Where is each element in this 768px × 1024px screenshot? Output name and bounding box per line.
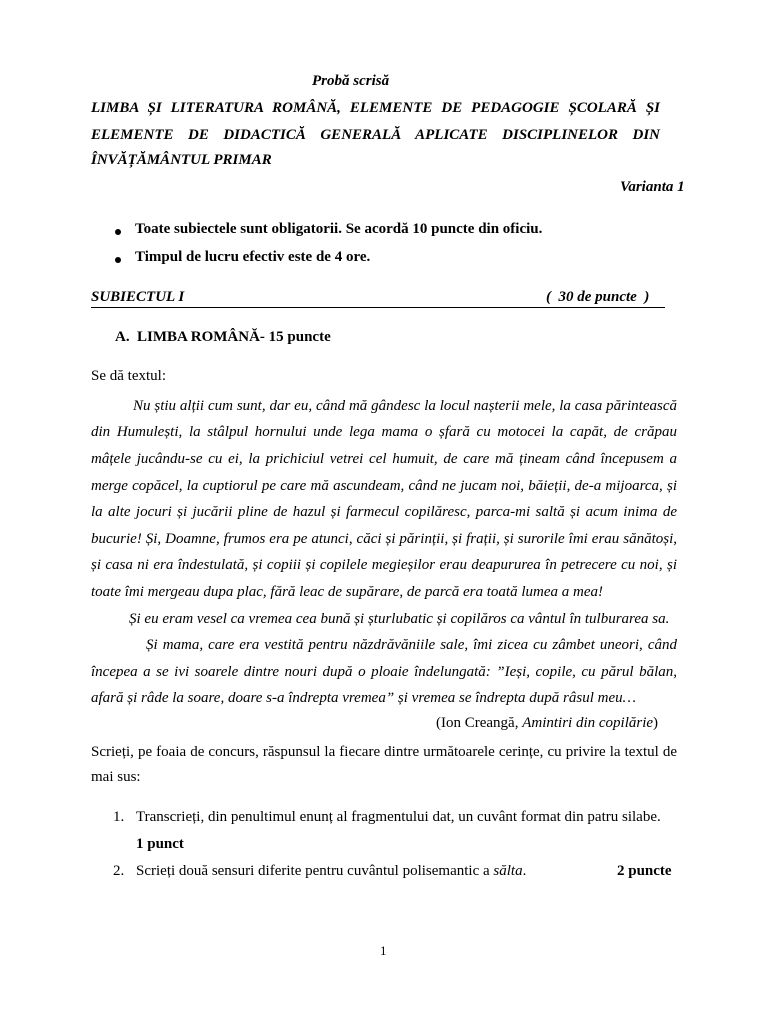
text-line: afară și râde la soare, doare s-a îndrepta vremea” și vremea se îndrepta după râsul meu… [91, 690, 636, 706]
question-number: 2. [113, 863, 125, 879]
question-text [136, 863, 526, 880]
requirement-intro-line-2: mai sus: [91, 769, 141, 785]
question-text-part: Scrieți două sensuri diferite pentru cuvântul polisemantic a [136, 863, 494, 879]
text-line: bucurie! Și, Doamne, frumos era pe atunci, căci și părinții, și frații, și surorile îmi erau sănătoși, [91, 531, 677, 547]
question-text-part: . [522, 863, 527, 879]
subject-heading [91, 289, 665, 308]
question-1 [0, 809, 768, 829]
section-label: LIMBA ROMÂNĂ- 15 puncte [137, 329, 331, 345]
requirement-intro-line-1: Scrieți, pe foaia de concurs, răspunsul la fiecare dintre următoarele cerințe, cu privire la textul de [91, 744, 677, 760]
subject-label: SUBIECTUL I [91, 289, 185, 305]
text-line: din Humulești, la stâlpul hornului unde lega mama o șfară cu motocei la capăt, de crăpau [91, 424, 677, 440]
exam-type-heading: Probă scrisă [312, 73, 390, 89]
subject-points: ( 30 de puncte ) [546, 289, 650, 305]
text-line: toate îmi mergeau dupa plac, fără leac de supărare, de parcă era toată lumea a mea! [91, 584, 603, 600]
citation-work: Amintiri din copilărie [522, 715, 654, 731]
exam-title-line-3: ÎNVĂȚĂMÂNTUL PRIMAR [91, 152, 272, 168]
text-line: mâțele jucându-se cu ei, la prichiciul vetrei cel humuit, de care mă țineam când începusem a [91, 451, 677, 467]
section-number: A. [115, 329, 130, 345]
bullet-icon [115, 257, 121, 263]
variant-label: Varianta 1 [620, 179, 685, 195]
citation-author: (Ion Creangă, [436, 715, 523, 731]
text-line: merge copăcel, la cuptiorul pe care mă ascundeam, când ne jucam noi, băieții, de-a mijoarca, și [91, 478, 677, 494]
question-number: 1. [113, 809, 125, 825]
text-citation [436, 715, 658, 732]
page-number: 1 [380, 943, 387, 958]
text-line: Nu știu alții cum sunt, dar eu, când mă gândesc la locul nașterii mele, la casa părintească [133, 398, 677, 414]
bullet-icon [115, 229, 121, 235]
question-points: 1 punct [136, 836, 184, 852]
text-line: începea a se ivi soarele dintre nouri după o ploaie îndelungată: ”Ieși, copile, cu părul bălan, [91, 664, 677, 680]
text-intro: Se dă textul: [91, 368, 166, 384]
text-line: și casa ni era îndestulată, și copiii și copilele megieșilor erau deapururea în petrecere cu noi, și [91, 557, 677, 573]
text-line: Și eu eram vesel ca vremea cea bună și șturlubatic și copilăros ca vântul în tulburarea sa. [129, 611, 670, 627]
text-line: Și mama, care era vestită pentru năzdrăvăniile sale, îmi zicea cu zâmbet uneori, când [146, 637, 677, 653]
instruction-text: Timpul de lucru efectiv este de 4 ore. [135, 249, 371, 265]
question-keyword: sălta [493, 863, 523, 879]
question-text: Transcrieți, din penultimul enunț al fragmentului dat, un cuvânt format din patru silabe. [136, 809, 661, 825]
exam-title-line-1: LIMBA ȘI LITERATURA ROMÂNĂ, ELEMENTE DE PEDAGOGIE ȘCOLARĂ ȘI [91, 100, 660, 116]
exam-title-line-2: ELEMENTE DE DIDACTICĂ GENERALĂ APLICATE DISCIPLINELOR DIN [91, 127, 660, 143]
instruction-text: Toate subiectele sunt obligatorii. Se acordă 10 puncte din oficiu. [135, 221, 543, 237]
citation-close: ) [653, 715, 659, 731]
question-points: 2 puncte [617, 863, 672, 879]
text-line: la alte jocuri și jucării pline de hazul și farmecul copilăresc, parca-mi saltă și acum inima de [91, 504, 677, 520]
